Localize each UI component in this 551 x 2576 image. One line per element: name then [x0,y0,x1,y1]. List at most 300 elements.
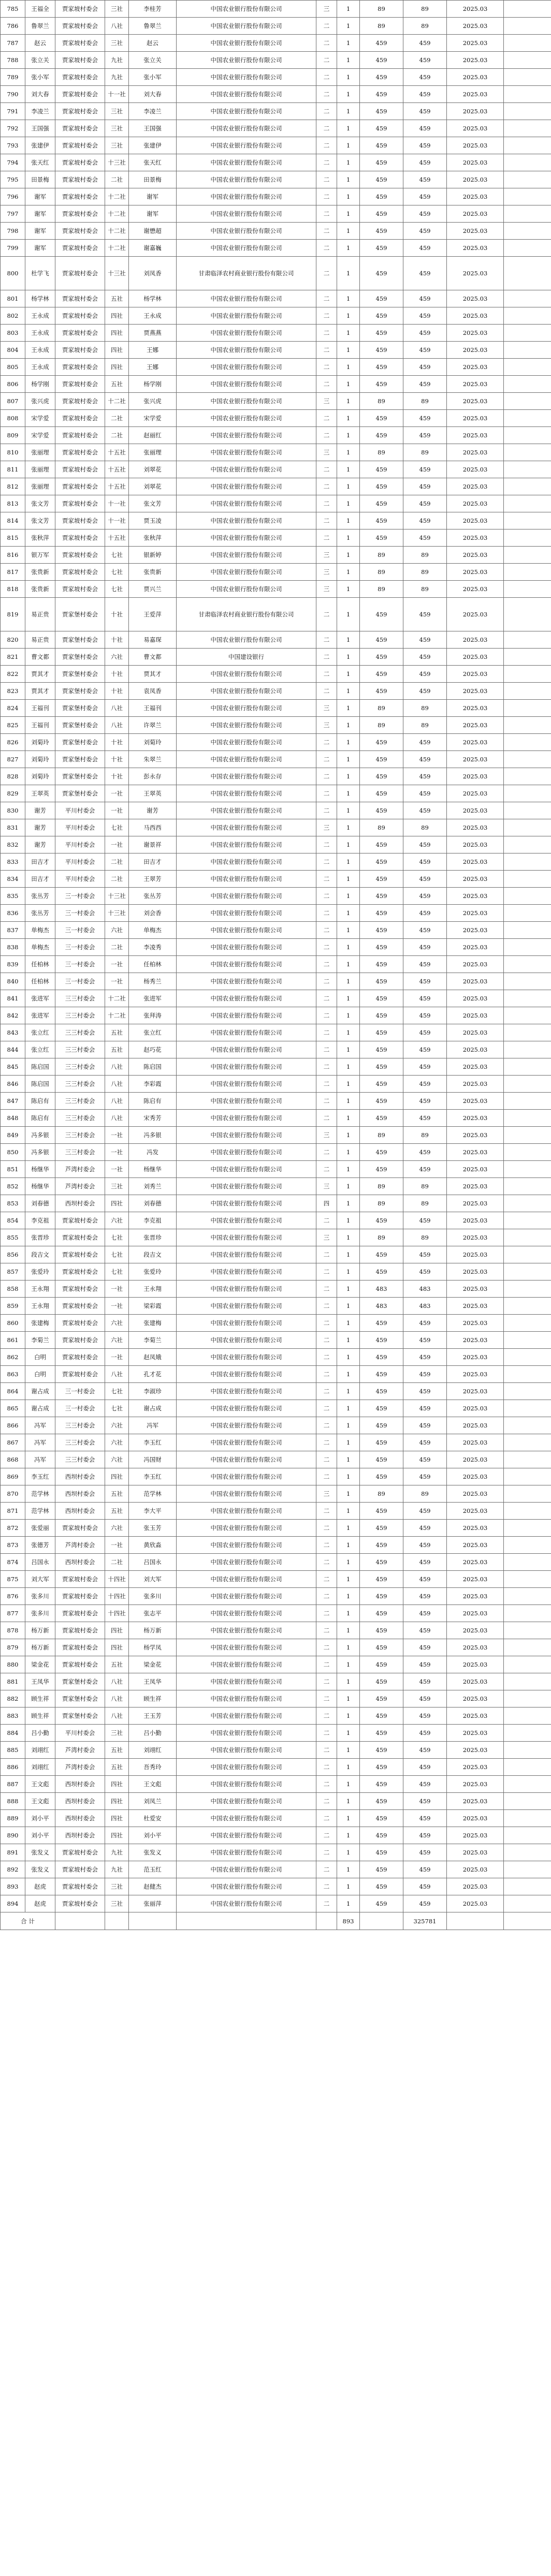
household-head-cell: 谢军 [25,240,55,257]
village-committee-cell: 芦湾村委会 [55,1742,105,1759]
payee-name-cell: 朱翠兰 [129,751,177,768]
issue-month-cell: 2025.03 [447,1298,504,1315]
amount-cell: 459 [403,1144,447,1161]
table-row [1,1793,551,1810]
standard-cell: 89 [360,1,403,18]
person-count-cell: 1 [337,52,360,69]
person-count-cell: 1 [337,871,360,888]
remark-cell [504,35,551,52]
bank-name-cell: 中国农业银行股份有限公司 [177,1639,316,1656]
issue-month-cell: 2025.03 [447,120,504,137]
village-committee-cell: 贾家坡村委会 [55,495,105,512]
team-cell: 四社 [105,342,129,359]
village-committee-cell: 贾家坡村委会 [55,410,105,427]
issue-month-cell: 2025.03 [447,1895,504,1912]
team-cell: 四社 [105,1827,129,1844]
bank-name-cell: 中国农业银行股份有限公司 [177,342,316,359]
person-count-cell: 1 [337,905,360,922]
row-number-cell: 791 [1,103,25,120]
village-committee-cell: 三一村委会 [55,1383,105,1400]
team-cell: 七社 [105,1246,129,1263]
remark-cell [504,1024,551,1041]
issue-month-cell: 2025.03 [447,1537,504,1554]
person-count-cell: 1 [337,1503,360,1520]
team-cell: 七社 [105,581,129,598]
relation-level-cell: 二 [316,1639,337,1656]
village-committee-cell: 三三村委会 [55,1144,105,1161]
village-committee-cell: 三三村委会 [55,1451,105,1468]
team-cell: 三社 [105,137,129,154]
village-committee-cell: 贾家堡村委会 [55,666,105,683]
remark-cell [504,223,551,240]
payee-name-cell: 任柏林 [129,956,177,973]
village-committee-cell: 贾家坡村委会 [55,188,105,205]
village-committee-cell: 贾家坡村委会 [55,529,105,547]
row-number-cell: 822 [1,666,25,683]
household-head-cell: 李凌兰 [25,103,55,120]
standard-cell: 459 [360,240,403,257]
issue-month-cell: 2025.03 [447,495,504,512]
table-row [1,836,551,853]
person-count-cell: 1 [337,1195,360,1212]
table-row [1,1827,551,1844]
row-number-cell: 894 [1,1895,25,1912]
amount-cell: 459 [403,1434,447,1451]
household-head-cell: 田吉才 [25,853,55,871]
payee-name-cell: 宋秀芳 [129,1110,177,1127]
standard-cell: 459 [360,1041,403,1058]
remark-cell [504,86,551,103]
household-head-cell: 梁金花 [25,1656,55,1673]
person-count-cell: 1 [337,1520,360,1537]
village-committee-cell: 贾家坡村委会 [55,461,105,478]
standard-cell: 459 [360,1520,403,1537]
issue-month-cell: 2025.03 [447,1520,504,1537]
payee-name-cell: 鲁翠兰 [129,18,177,35]
row-number-cell: 790 [1,86,25,103]
payee-name-cell: 王玉芳 [129,1707,177,1725]
relation-level-cell: 二 [316,956,337,973]
bank-name-cell: 中国农业银行股份有限公司 [177,529,316,547]
village-committee-cell: 贾家坡村委会 [55,307,105,325]
bank-name-cell: 中国农业银行股份有限公司 [177,1725,316,1742]
table-row [1,871,551,888]
amount-cell: 459 [403,120,447,137]
row-number-cell: 849 [1,1127,25,1144]
household-head-cell: 王永成 [25,359,55,376]
relation-level-cell: 二 [316,1383,337,1400]
village-committee-cell: 贾家坡村委会 [55,1332,105,1349]
person-count-cell: 1 [337,1041,360,1058]
relation-level-cell: 二 [316,1212,337,1229]
household-head-cell: 张建梅 [25,1315,55,1332]
amount-cell: 89 [403,1485,447,1503]
household-head-cell: 范学林 [25,1485,55,1503]
payee-name-cell: 易嘉琛 [129,631,177,649]
remark-cell [504,376,551,393]
person-count-cell: 1 [337,35,360,52]
amount-cell: 459 [403,1058,447,1076]
bank-name-cell: 中国农业银行股份有限公司 [177,1571,316,1588]
table-row [1,1024,551,1041]
household-head-cell: 张爱玲 [25,1263,55,1280]
person-count-cell: 1 [337,547,360,564]
row-number-cell: 847 [1,1093,25,1110]
standard-cell: 459 [360,154,403,171]
standard-cell: 483 [360,1298,403,1315]
amount-cell: 459 [403,1161,447,1178]
household-head-cell: 鲁翠兰 [25,18,55,35]
relation-level-cell: 二 [316,1554,337,1571]
relation-level-cell: 二 [316,137,337,154]
amount-cell: 459 [403,1878,447,1895]
remark-cell [504,1895,551,1912]
team-cell: 五社 [105,376,129,393]
remark-cell [504,1468,551,1485]
payee-name-cell: 李凌兰 [129,103,177,120]
team-cell: 十二社 [105,205,129,223]
person-count-cell: 1 [337,120,360,137]
person-count-cell: 1 [337,1690,360,1707]
person-count-cell: 1 [337,1058,360,1076]
payee-name-cell: 单梅杰 [129,922,177,939]
table-row [1,649,551,666]
team-cell: 五社 [105,1742,129,1759]
team-cell: 四社 [105,325,129,342]
village-committee-cell: 贾家坡村委会 [55,1571,105,1588]
household-head-cell: 谢占成 [25,1383,55,1400]
payee-name-cell: 刘大春 [129,86,177,103]
person-count-cell: 1 [337,444,360,461]
remark-cell [504,1280,551,1298]
row-number-cell: 888 [1,1793,25,1810]
team-cell: 十四社 [105,1605,129,1622]
standard-cell: 459 [360,427,403,444]
row-number-cell: 892 [1,1861,25,1878]
team-cell: 二社 [105,1554,129,1571]
person-count-cell: 1 [337,69,360,86]
issue-month-cell: 2025.03 [447,1844,504,1861]
amount-cell: 459 [403,52,447,69]
remark-cell [504,1673,551,1690]
standard-cell: 459 [360,1707,403,1725]
team-cell: 六社 [105,1417,129,1434]
table-row [1,205,551,223]
village-committee-cell: 贾家坡村委会 [55,223,105,240]
row-number-cell: 872 [1,1520,25,1537]
remark-cell [504,171,551,188]
relation-level-cell: 二 [316,1024,337,1041]
issue-month-cell: 2025.03 [447,1093,504,1110]
relation-level-cell: 二 [316,512,337,529]
amount-cell: 459 [403,461,447,478]
row-number-cell: 855 [1,1229,25,1246]
payee-name-cell: 田景梅 [129,171,177,188]
relation-level-cell: 二 [316,1707,337,1725]
standard-cell: 459 [360,1110,403,1127]
bank-name-cell: 甘肃临泽农村商业银行股份有限公司 [177,598,316,631]
issue-month-cell: 2025.03 [447,751,504,768]
amount-cell: 459 [403,1673,447,1690]
bank-name-cell: 中国农业银行股份有限公司 [177,137,316,154]
village-committee-cell: 贾家坡村委会 [55,1263,105,1280]
row-number-cell: 829 [1,785,25,802]
team-cell: 十社 [105,768,129,785]
table-row [1,410,551,427]
person-count-cell: 1 [337,1161,360,1178]
standard-cell: 459 [360,1571,403,1588]
row-number-cell: 881 [1,1673,25,1690]
bank-name-cell: 中国农业银行股份有限公司 [177,853,316,871]
village-committee-cell: 贾家坡村委会 [55,1639,105,1656]
relation-level-cell: 二 [316,495,337,512]
standard-cell: 459 [360,495,403,512]
standard-cell: 459 [360,1007,403,1024]
amount-cell: 459 [403,1263,447,1280]
standard-cell: 459 [360,853,403,871]
amount-cell: 459 [403,290,447,307]
issue-month-cell: 2025.03 [447,205,504,223]
issue-month-cell: 2025.03 [447,69,504,86]
bank-name-cell: 中国农业银行股份有限公司 [177,888,316,905]
household-head-cell: 赵虎 [25,1878,55,1895]
standard-cell: 459 [360,325,403,342]
relation-level-cell: 二 [316,990,337,1007]
relation-level-cell: 三 [316,700,337,717]
row-number-cell: 794 [1,154,25,171]
amount-cell: 459 [403,205,447,223]
relation-level-cell: 四 [316,1195,337,1212]
household-head-cell: 白明 [25,1366,55,1383]
row-number-cell: 801 [1,290,25,307]
village-committee-cell: 平川村委会 [55,853,105,871]
village-committee-cell: 贾家坡村委会 [55,581,105,598]
bank-name-cell: 中国农业银行股份有限公司 [177,444,316,461]
remark-cell [504,512,551,529]
payee-name-cell: 李大平 [129,1503,177,1520]
row-number-cell: 845 [1,1058,25,1076]
table-row [1,1588,551,1605]
village-committee-cell: 贾家坡村委会 [55,1520,105,1537]
remark-cell [504,1571,551,1588]
household-head-cell: 张建伊 [25,137,55,154]
remark-cell [504,1554,551,1571]
payee-name-cell: 刘翠花 [129,461,177,478]
team-cell: 十二社 [105,393,129,410]
remark-cell [504,1725,551,1742]
standard-cell: 459 [360,120,403,137]
row-number-cell: 833 [1,853,25,871]
person-count-cell: 1 [337,171,360,188]
standard-cell: 89 [360,547,403,564]
household-head-cell: 张立关 [25,52,55,69]
standard-cell: 459 [360,598,403,631]
row-number-cell: 799 [1,240,25,257]
person-count-cell: 1 [337,359,360,376]
relation-level-cell: 二 [316,1041,337,1058]
bank-name-cell: 中国农业银行股份有限公司 [177,905,316,922]
issue-month-cell: 2025.03 [447,802,504,819]
relation-level-cell: 二 [316,223,337,240]
person-count-cell: 1 [337,427,360,444]
relation-level-cell: 二 [316,1520,337,1537]
village-committee-cell: 三三村委会 [55,1417,105,1434]
relation-level-cell: 二 [316,325,337,342]
remark-cell [504,52,551,69]
village-committee-cell: 芦湾村委会 [55,1537,105,1554]
household-head-cell: 张立红 [25,1041,55,1058]
relation-level-cell: 二 [316,529,337,547]
amount-cell: 459 [403,35,447,52]
relation-level-cell: 二 [316,1622,337,1639]
issue-month-cell: 2025.03 [447,1178,504,1195]
remark-cell [504,1110,551,1127]
payee-name-cell: 张玉芳 [129,1520,177,1537]
bank-name-cell: 中国农业银行股份有限公司 [177,154,316,171]
row-number-cell: 817 [1,564,25,581]
row-number-cell: 882 [1,1690,25,1707]
issue-month-cell: 2025.03 [447,1024,504,1041]
bank-name-cell: 中国农业银行股份有限公司 [177,1895,316,1912]
bank-name-cell: 中国农业银行股份有限公司 [177,103,316,120]
household-head-cell: 张文芳 [25,495,55,512]
issue-month-cell: 2025.03 [447,785,504,802]
issue-month-cell: 2025.03 [447,1417,504,1434]
relation-level-cell: 二 [316,86,337,103]
row-number-cell: 874 [1,1554,25,1571]
issue-month-cell: 2025.03 [447,836,504,853]
household-head-cell: 吕国永 [25,1554,55,1571]
household-head-cell: 谢芳 [25,819,55,836]
relation-level-cell: 三 [316,1178,337,1195]
issue-month-cell: 2025.03 [447,1878,504,1895]
row-number-cell: 809 [1,427,25,444]
household-head-cell: 张晋珍 [25,1229,55,1246]
standard-cell: 89 [360,1178,403,1195]
household-head-cell: 冯军 [25,1451,55,1468]
relation-level-cell: 二 [316,1690,337,1707]
row-number-cell: 811 [1,461,25,478]
village-committee-cell: 贾家堡村委会 [55,683,105,700]
household-head-cell: 赵云 [25,35,55,52]
team-cell: 十五社 [105,478,129,495]
payee-name-cell: 张立关 [129,52,177,69]
household-head-cell: 吕小勤 [25,1725,55,1742]
table-row [1,154,551,171]
issue-month-cell: 2025.03 [447,359,504,376]
person-count-cell: 1 [337,1229,360,1246]
person-count-cell: 1 [337,1827,360,1844]
payee-name-cell: 彭永存 [129,768,177,785]
table-row [1,1246,551,1263]
person-count-cell: 1 [337,1571,360,1588]
household-head-cell: 任柏林 [25,956,55,973]
payee-name-cell: 张丽理 [129,444,177,461]
village-committee-cell: 平川村委会 [55,871,105,888]
team-cell: 一社 [105,1349,129,1366]
table-row [1,1776,551,1793]
table-row [1,1007,551,1024]
team-cell: 四社 [105,1776,129,1793]
household-head-cell: 张丽理 [25,461,55,478]
relation-level-cell: 二 [316,888,337,905]
village-committee-cell: 贾家坡村委会 [55,1861,105,1878]
team-cell: 五社 [105,1041,129,1058]
amount-cell: 459 [403,529,447,547]
household-head-cell: 谢芳 [25,802,55,819]
relation-level-cell: 二 [316,1725,337,1742]
standard-cell: 459 [360,785,403,802]
relation-level-cell: 二 [316,751,337,768]
payee-name-cell: 刘会香 [129,905,177,922]
bank-name-cell: 中国农业银行股份有限公司 [177,819,316,836]
amount-cell: 459 [403,427,447,444]
payee-name-cell: 谢军 [129,205,177,223]
remark-cell [504,666,551,683]
row-number-cell: 800 [1,257,25,290]
household-head-cell: 张文芳 [25,512,55,529]
bank-name-cell: 中国农业银行股份有限公司 [177,512,316,529]
relation-level-cell: 二 [316,290,337,307]
table-row [1,666,551,683]
standard-cell: 459 [360,1690,403,1707]
issue-month-cell: 2025.03 [447,717,504,734]
bank-name-cell: 中国农业银行股份有限公司 [177,1827,316,1844]
team-cell: 八社 [105,1707,129,1725]
standard-cell: 459 [360,1554,403,1571]
village-committee-cell: 贾家坡村委会 [55,1298,105,1315]
remark-cell [504,1707,551,1725]
amount-cell: 459 [403,1076,447,1093]
payee-name-cell: 曹文都 [129,649,177,666]
person-count-cell: 1 [337,1451,360,1468]
person-count-cell: 1 [337,154,360,171]
remark-cell [504,307,551,325]
table-row [1,751,551,768]
amount-cell: 459 [403,154,447,171]
payee-name-cell: 谢芳 [129,802,177,819]
payee-name-cell: 黄欣淼 [129,1537,177,1554]
table-row [1,785,551,802]
village-committee-cell: 贾家坡村委会 [55,1,105,18]
issue-month-cell: 2025.03 [447,1434,504,1451]
payee-name-cell: 刘凤兰 [129,1793,177,1810]
table-body [1,1,551,1912]
bank-name-cell: 中国农业银行股份有限公司 [177,939,316,956]
relation-level-cell: 三 [316,393,337,410]
bank-name-cell: 中国农业银行股份有限公司 [177,1673,316,1690]
row-number-cell: 821 [1,649,25,666]
row-number-cell: 838 [1,939,25,956]
relation-level-cell: 二 [316,1776,337,1793]
remark-cell [504,240,551,257]
table-row [1,1144,551,1161]
table-row [1,290,551,307]
row-number-cell: 879 [1,1639,25,1656]
row-number-cell: 865 [1,1400,25,1417]
relation-level-cell: 二 [316,120,337,137]
team-cell: 七社 [105,1229,129,1246]
person-count-cell: 1 [337,598,360,631]
person-count-cell: 1 [337,18,360,35]
remark-cell [504,1332,551,1349]
relation-level-cell: 二 [316,1468,337,1485]
row-number-cell: 820 [1,631,25,649]
remark-cell [504,1246,551,1263]
person-count-cell: 1 [337,1537,360,1554]
relation-level-cell: 二 [316,802,337,819]
issue-month-cell: 2025.03 [447,427,504,444]
